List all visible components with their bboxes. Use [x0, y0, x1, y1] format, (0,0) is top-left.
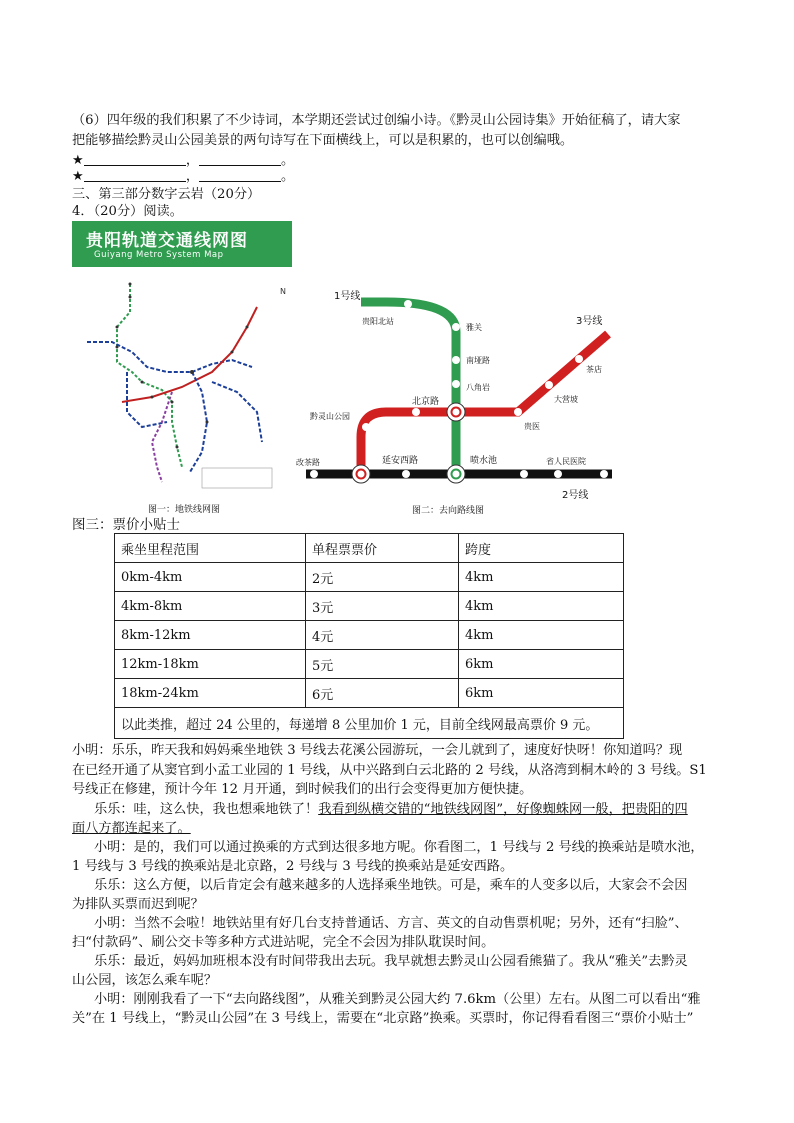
label-line1: 1号线: [334, 291, 361, 302]
fare-note: 以此类推，超过 24 公里的，每递增 8 公里加价 1 元，目前全线网最高票价 9 元。: [115, 708, 624, 739]
station-guiyang-north: 贵阳北站: [362, 317, 394, 326]
dialogue-p2a: 乐乐：哇，这么快，我也想乘地铁了！我看到纵横交错的“地铁线网图”，好像蜘蛛网一般，把贵阳的四: [94, 802, 688, 817]
table-note-row: [115, 708, 624, 739]
table-row: 12km-18km 5元 6km: [115, 650, 624, 679]
q6-line2: 把能够描绘黔灵山公园美景的两句诗写在下面横线上，可以是积累的，也可以创编哦。: [72, 133, 574, 148]
map2-caption: 图二：去向路线图: [412, 506, 485, 516]
answer-line-1: ★ ， 。: [72, 153, 295, 168]
blank-1b[interactable]: [199, 152, 281, 166]
map1-caption: 图一：地铁线网图: [148, 505, 221, 515]
station-qianling: 黔灵山公园: [310, 412, 350, 421]
dialogue-p7a: 小明：刚刚我看了一下“去向路线图”，从雅关到黔灵公园大约 7.6km（公里）左右。从图二可以看出“雅: [94, 992, 701, 1007]
fig3-title: 图三：票价小贴士: [72, 517, 180, 533]
station-penshui: 喷水池: [470, 456, 498, 466]
dialogue-p4a: 乐乐：这么方便，以后肯定会有越来越多的人选择乘坐地铁。可是，乘车的人变多以后，大家会不会因: [94, 878, 688, 893]
dialogue-p4b: 为排队买票而迟到呢？: [72, 897, 204, 912]
station-yanan: 延安西路: [382, 456, 419, 466]
station-yaguan: 雅关: [466, 323, 482, 332]
banner-subtitle: Guiyang Metro System Map: [94, 250, 224, 260]
section-3-heading: 三、第三部分数字云岩（20分）: [72, 187, 261, 202]
svg-text:N: N: [280, 287, 286, 296]
star-icon: ★: [72, 153, 84, 168]
table-row: 8km-12km 4元 4km: [115, 621, 624, 650]
table-header-row: [115, 534, 624, 563]
blank-2b[interactable]: [199, 168, 281, 182]
dialogue-p6a: 乐乐：最近，妈妈加班根本没有时间带我出去玩。我早就想去黔灵山公园看熊猫了。我从“雅关”去黔灵: [94, 954, 688, 969]
station-beijing: 北京路: [412, 397, 440, 407]
star-icon: ★: [72, 169, 84, 184]
dialogue-p7b: 关”在 1 号线上，“黔灵山公园”在 3 号线上，需要在“北京路”换乘。买票时，你记得看看图三“票价小贴士”: [72, 1011, 694, 1026]
blank-2a[interactable]: [84, 168, 186, 182]
metro-banner: [72, 221, 292, 267]
fare-table: [114, 533, 624, 739]
station-bajiao: 八角岩: [466, 383, 490, 392]
dialogue-p2b: 面八方都连起来了。: [72, 821, 191, 836]
station-guiyi: 贵医: [524, 422, 540, 431]
dialogue-p3b: 1 号线与 3 号线的换乘站是北京路，2 号线与 3 号线的换乘站是延安西路。: [72, 859, 514, 874]
table-row: 0km-4km 2元 4km: [115, 563, 624, 592]
metro-network-map: [72, 272, 297, 500]
table-row: 4km-8km 3元 4km: [115, 592, 624, 621]
blank-1a[interactable]: [84, 152, 186, 166]
banner-title: 贵阳轨道交通线网图: [86, 231, 248, 251]
station-nanya: 南垭路: [466, 356, 490, 365]
dialogue-p5a: 小明：当然不会啦！地铁站里有好几台支持普通话、方言、英文的自动售票机呢；另外，还有“扫脸”、: [94, 916, 688, 931]
header-cell: 单程票票价: [306, 534, 459, 563]
label-line2: 2号线: [562, 490, 589, 501]
answer-line-2: ★ ， 。: [72, 169, 295, 184]
dialogue-p1b: 在已经开通了从窦官到小孟工业园的 1 号线，从中兴路到白云北路的 2 号线，从洛湾到桐木岭的 3 号线。S1: [72, 763, 707, 778]
dialogue-p1a: 小明：乐乐，昨天我和妈妈乘坐地铁 3 号线去花溪公园游玩，一会儿就到了，速度好快呀！你知道吗？现: [72, 743, 683, 758]
header-cell: 跨度: [459, 534, 624, 563]
dialogue-p3a: 小明：是的，我们可以通过换乘的方式到达很多地方呢。你看图二，1 号线与 2 号线的换乘站是喷水池，: [94, 840, 704, 855]
question-4: 4．（20分）阅读。: [72, 204, 183, 219]
table-row: 18km-24km 6元 6km: [115, 679, 624, 708]
station-daying: 大营坡: [554, 395, 578, 404]
route-map: [296, 272, 626, 502]
station-shengrenmin: 省人民医院: [546, 457, 586, 466]
dialogue-p1c: 号线正在修建，预计今年 12 月开通，到时候我们的出行会变得更加方便快捷。: [72, 782, 533, 797]
station-gaicha: 改茶路: [296, 458, 320, 467]
dialogue-p5b: 扫“付款码”、刷公交卡等多种方式进站呢，完全不会因为排队耽误时间。: [72, 935, 495, 950]
station-chadian: 茶店: [586, 365, 602, 374]
label-line3: 3号线: [576, 316, 603, 327]
dialogue-p6b: 山公园，该怎么乘车呢？: [72, 973, 218, 988]
q6-line1: （6）四年级的我们积累了不少诗词，本学期还尝试过创编小诗。《黔灵山公园诗集》开始征稿了，请大家: [72, 113, 681, 128]
header-cell: 乘坐里程范围: [115, 534, 306, 563]
